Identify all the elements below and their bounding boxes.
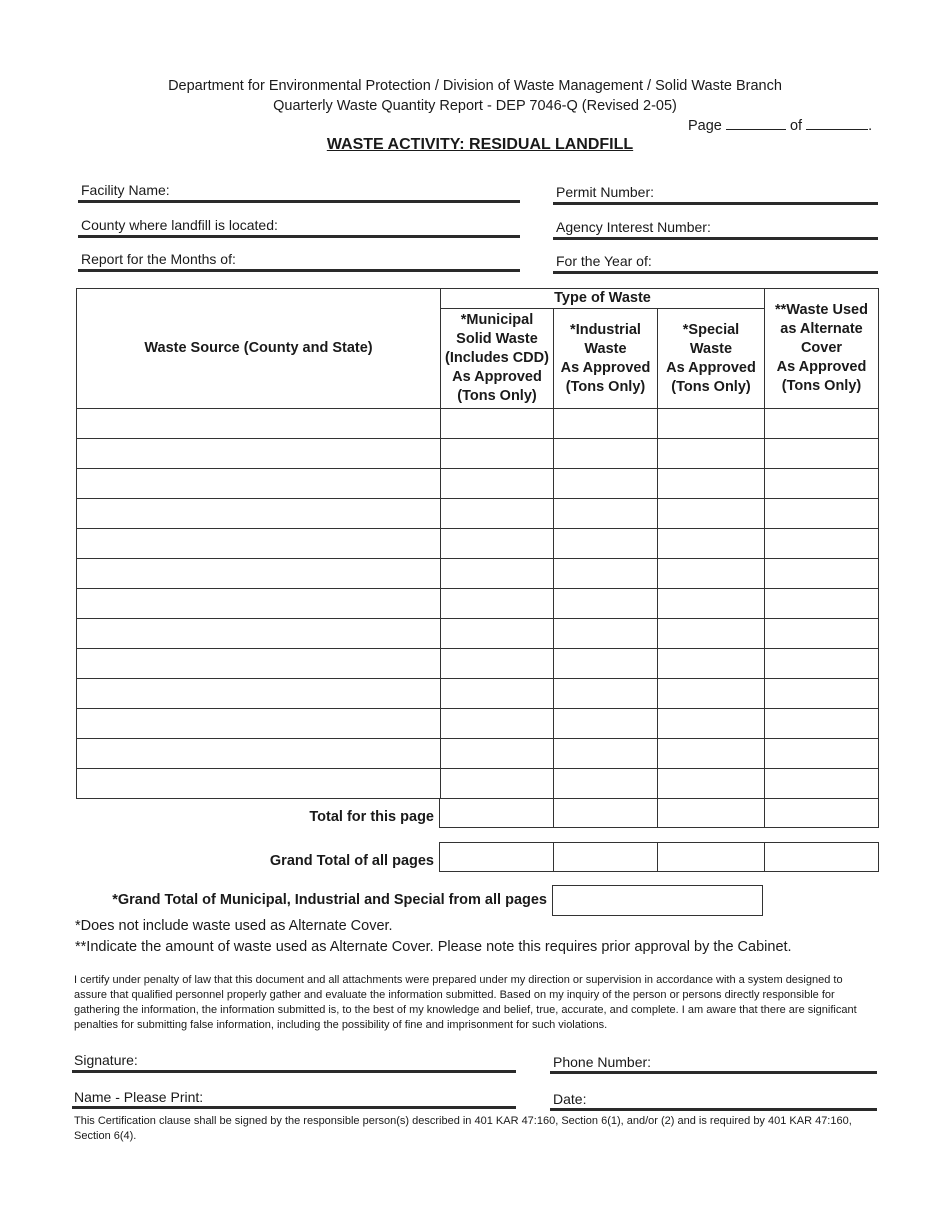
industrial-header-line: As Approved [560,359,651,376]
waste-source-input[interactable] [77,649,441,679]
county-input[interactable] [78,235,520,238]
waste-source-input[interactable] [77,469,441,499]
industrial-tons-input[interactable] [554,499,658,529]
table-row [77,709,879,739]
table-row [77,619,879,649]
industrial-header-line: (Tons Only) [565,378,646,395]
msw-tons-input[interactable] [441,469,554,499]
industrial-header-line: Waste [584,340,627,357]
phone-number-label: Phone Number: [553,1054,652,1070]
waste-source-input[interactable] [77,589,441,619]
page-total-row [439,798,879,828]
waste-source-input[interactable] [77,619,441,649]
msw-tons-input[interactable] [441,409,554,439]
grand-total-msw-input[interactable] [440,843,554,872]
table-row [77,499,879,529]
msw-tons-input[interactable] [441,589,554,619]
special-tons-input[interactable] [658,739,765,769]
certification-footnote: This Certification clause shall be signed by the responsible person(s) described in 401 KAR 47:160, Section 6(1), and/or (2) and is required by 401 KAR 47:160, Section 6(4). [74,1115,852,1142]
of-label: of [789,118,803,134]
special-tons-input[interactable] [658,409,765,439]
report-year-label: For the Year of: [556,253,652,269]
page-indicator [688,117,872,134]
grand-total-special-input[interactable] [658,843,765,872]
agency-interest-label: Agency Interest Number: [556,219,711,235]
msw-tons-input[interactable] [441,529,554,559]
waste-source-input[interactable] [77,769,441,799]
special-tons-input[interactable] [658,529,765,559]
msw-tons-input[interactable] [441,619,554,649]
combined-total-input[interactable] [552,885,763,916]
signature-input[interactable] [72,1070,516,1073]
special-header-line: (Tons Only) [671,378,751,395]
msw-header-line: As Approved [452,369,542,385]
grand-total-label: Grand Total of all pages [269,853,434,869]
waste-source-table [76,288,879,799]
msw-header-line: *Municipal [460,312,534,328]
note-alternate-cover-approval: **Indicate the amount of waste used as Alternate Cover. Please note this requires prior approval by the Cabinet. [75,939,792,955]
waste-source-header: Waste Source (County and State) [77,289,441,409]
industrial-header-line: *Industrial [570,321,641,338]
table-row [77,739,879,769]
waste-source-input[interactable] [77,559,441,589]
type-of-waste-header: Type of Waste [441,289,765,309]
alt-cover-tons-input[interactable] [765,469,879,499]
special-tons-input[interactable] [658,439,765,469]
table-row [77,649,879,679]
alt-cover-tons-input[interactable] [765,529,879,559]
table-row [77,409,879,439]
facility-name-input[interactable] [78,200,520,203]
table-row [77,439,879,469]
alt-cover-tons-input[interactable] [765,619,879,649]
certification-statement: I certify under penalty of law that this document and all attachments were prepared under my direction or supervision in accordance with a system designed to assure that qualified personnel properly gather and evaluate the information submitted. Based on my inquiry of the person or persons directly responsible for gathering the information, the information submitted is, to the best of my knowledge and belief, true, accurate, and complete. I am aware that there are significant penalties for submitting false information, including the possibility of fine and imprisonment for such violations. [74,974,857,1031]
page-total-alt-cover-input[interactable] [765,799,879,828]
page-total-msw-input[interactable] [440,799,554,828]
page-period: . [868,118,873,134]
special-tons-input[interactable] [658,769,765,799]
msw-tons-input[interactable] [441,439,554,469]
msw-header-line: Solid Waste [456,331,538,347]
special-header-line: *Special [682,321,740,338]
alt-cover-tons-input[interactable] [765,649,879,679]
msw-tons-input[interactable] [441,769,554,799]
msw-tons-input[interactable] [441,709,554,739]
table-row [77,589,879,619]
grand-total-alt-cover-input[interactable] [765,843,879,872]
grand-total-row [439,842,879,872]
msw-tons-input[interactable] [441,499,554,529]
alternate-cover-header [765,289,879,409]
industrial-tons-input[interactable] [554,679,658,709]
industrial-tons-input[interactable] [554,649,658,679]
agency-interest-input[interactable] [553,237,878,240]
alt-header-line: as Alternate [780,321,863,337]
industrial-tons-input[interactable] [554,439,658,469]
date-input[interactable] [550,1108,877,1111]
alt-cover-tons-input[interactable] [765,679,879,709]
permit-number-input[interactable] [553,202,878,205]
waste-source-input[interactable] [77,529,441,559]
industrial-tons-input[interactable] [554,619,658,649]
special-tons-input[interactable] [658,709,765,739]
industrial-tons-input[interactable] [554,559,658,589]
print-name-input[interactable] [72,1106,516,1109]
msw-tons-input[interactable] [441,679,554,709]
msw-tons-input[interactable] [441,559,554,589]
facility-name-label: Facility Name: [81,182,170,198]
special-tons-input[interactable] [658,499,765,529]
form-title: WASTE ACTIVITY: RESIDUAL LANDFILL [326,136,634,153]
industrial-tons-input[interactable] [554,769,658,799]
table-row [77,469,879,499]
msw-header-line: (Tons Only) [457,388,537,404]
waste-source-input[interactable] [77,679,441,709]
alt-cover-tons-input[interactable] [765,709,879,739]
municipal-waste-header [441,309,554,409]
page-number-input[interactable] [726,117,786,130]
alt-cover-tons-input[interactable] [765,589,879,619]
special-tons-input[interactable] [658,589,765,619]
alt-cover-tons-input[interactable] [765,769,879,799]
industrial-tons-input[interactable] [554,469,658,499]
report-subtitle: Quarterly Waste Quantity Report - DEP 7046-Q (Revised 2-05) [273,98,677,114]
special-header-line: As Approved [666,359,756,376]
county-label: County where landfill is located: [81,217,278,233]
page-total-industrial-input[interactable] [554,799,658,828]
alt-cover-tons-input[interactable] [765,439,879,469]
waste-source-input[interactable] [77,709,441,739]
msw-tons-input[interactable] [441,649,554,679]
industrial-tons-input[interactable] [554,709,658,739]
special-waste-header [658,309,765,409]
waste-source-input[interactable] [77,439,441,469]
alt-header-line: Cover [800,340,843,356]
table-row [77,679,879,709]
industrial-tons-input[interactable] [554,529,658,559]
phone-number-input[interactable] [550,1071,877,1074]
alt-cover-tons-input[interactable] [765,559,879,589]
date-label: Date: [553,1091,587,1107]
page-total-input[interactable] [806,117,868,130]
report-months-input[interactable] [78,269,520,272]
waste-source-input[interactable] [77,499,441,529]
special-header-line: Waste [689,340,733,357]
alt-header-line: **Waste Used [775,302,868,318]
page-total-label: Total for this page [309,809,434,825]
msw-header-line: (Includes CDD) [445,350,549,366]
waste-source-input[interactable] [77,409,441,439]
alt-header-line: (Tons Only) [781,378,862,394]
msw-tons-input[interactable] [441,739,554,769]
industrial-tons-input[interactable] [554,589,658,619]
special-tons-input[interactable] [658,469,765,499]
industrial-tons-input[interactable] [554,739,658,769]
alt-cover-tons-input[interactable] [765,499,879,529]
combined-total-label: *Grand Total of Municipal, Industrial and Special from all pages [112,892,547,908]
agency-header: Department for Environmental Protection / Division of Waste Management / Solid Waste Branch [168,78,782,94]
table-row [77,559,879,589]
special-tons-input[interactable] [658,679,765,709]
industrial-waste-header [554,309,658,409]
waste-source-input[interactable] [77,739,441,769]
special-tons-input[interactable] [658,559,765,589]
alt-cover-tons-input[interactable] [765,409,879,439]
report-year-input[interactable] [553,271,878,274]
report-months-label: Report for the Months of: [81,251,236,267]
page-total-special-input[interactable] [658,799,765,828]
print-name-label: Name - Please Print: [74,1089,204,1105]
alt-header-line: As Approved [776,359,867,375]
note-alternate-cover-exclusion: *Does not include waste used as Alternate Cover. [75,918,393,934]
table-row [77,529,879,559]
alt-cover-tons-input[interactable] [765,739,879,769]
grand-total-industrial-input[interactable] [554,843,658,872]
signature-label: Signature: [74,1052,138,1068]
special-tons-input[interactable] [658,649,765,679]
table-row [77,769,879,799]
special-tons-input[interactable] [658,619,765,649]
industrial-tons-input[interactable] [554,409,658,439]
page-label: Page [688,118,722,134]
permit-number-label: Permit Number: [556,184,655,200]
